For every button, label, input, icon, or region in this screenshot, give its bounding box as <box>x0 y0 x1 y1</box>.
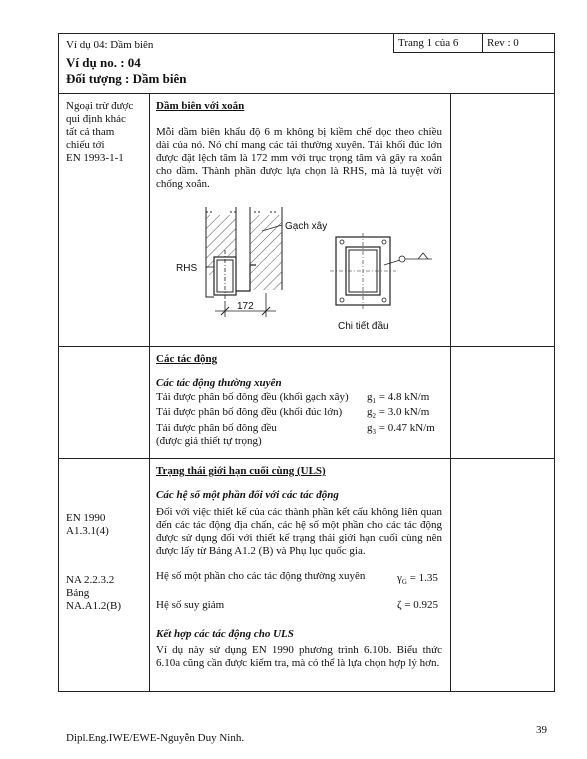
subheading-uls-combination: Kết hợp các tác động cho ULS <box>156 628 294 640</box>
load-2-value: = 3.0 kN/m <box>378 406 430 418</box>
ref-a1-3-1: A1.3.1(4) <box>66 525 109 537</box>
row-divider-2 <box>58 458 555 459</box>
label-end-detail: Chi tiết đầu <box>338 321 389 332</box>
rhs-beam-shape <box>206 250 256 303</box>
gamma-g-value: = 1.35 <box>409 572 438 584</box>
factor-permanent-symbol <box>397 572 438 589</box>
ref-line-1: Ngoại trừ được <box>66 100 134 112</box>
end-detail-shape <box>330 233 432 309</box>
ref-na-a1-2b: NA.A1.2(B) <box>66 600 121 612</box>
body-top-line <box>58 93 555 94</box>
load-3-note: (được giả thiết tự trọng) <box>156 435 262 447</box>
frame-right <box>554 33 555 692</box>
row-divider-1 <box>58 346 555 347</box>
load-2-sym: g <box>367 406 373 418</box>
section-heading-edge-beam: Dầm biên với xoắn <box>156 100 245 112</box>
load-2-desc: Tải được phân bố đông đều (khối đúc lớn) <box>156 406 343 418</box>
load-2-sub: 2 <box>372 412 376 421</box>
ref-line-4: chiếu tới <box>66 139 105 151</box>
ref-en1990: EN 1990 <box>66 512 106 524</box>
zeta-value: = 0.925 <box>404 599 439 611</box>
load-1-value: = 4.8 kN/m <box>378 391 430 403</box>
ref-line-5: EN 1993-1-1 <box>66 152 124 164</box>
load-1-sub: 1 <box>372 397 376 406</box>
frame-left <box>58 33 59 692</box>
label-dimension: 172 <box>237 301 254 312</box>
zeta-sym: ζ <box>397 599 402 611</box>
ref-line-2: qui định khác <box>66 113 126 125</box>
ref-na-2-2-3-2: NA 2.2.3.2 <box>66 574 115 586</box>
gamma-g-sym: γ <box>397 572 402 584</box>
col-divider-left <box>149 93 150 692</box>
load-3-symbol <box>367 422 435 439</box>
combination-paragraph: Ví dụ này sử dụng EN 1990 phương trình 6.10b. Biểu thức 6.10a cũng cần được kiểm tra, mà có thể là lựa chọn hợp lý hơn. <box>156 644 442 669</box>
header-divider-2 <box>482 33 483 53</box>
subject-title: Đối tượng : Dầm biên <box>66 71 187 86</box>
subheading-permanent-actions: Các tác động thường xuyên <box>156 377 282 389</box>
ref-table: Bảng <box>66 587 90 599</box>
col-divider-right <box>450 93 451 692</box>
intro-paragraph: Mỗi dầm biên khẩu độ 6 m không bị kiềm chế dọc theo chiều dài của nó. Nó chỉ mang các tải thường xuyên. Tải khối đúc lớn được đặt lệch tâm là 172 mm với trục trọng tâm và gây ra xoắn cho dầm. Thành phần được lựa chọn là RHS, mà là tuyệt vời chống xoắn. <box>156 126 442 190</box>
load-1-desc: Tải được phân bố đông đều (khối gạch xây) <box>156 391 349 403</box>
doc-title: Ví dụ 04: Dầm biên <box>66 39 154 51</box>
load-3-sub: 3 <box>372 428 376 437</box>
footer-page-number: 39 <box>536 724 547 736</box>
frame-top <box>58 33 555 34</box>
factor-permanent-label: Hệ số một phần cho các tác động thường xuyên <box>156 570 366 582</box>
example-number: Ví dụ no. : 04 <box>66 55 141 70</box>
section-heading-actions: Các tác động <box>156 353 218 365</box>
partial-factors-paragraph: Đối với việc thiết kế của các thành phần kết cấu không liên quan đến các tác động địa chấn, các hệ số một phần cho các tác động được sử dụng đối với thiết kế trạng thái giới hạn cuối cùng nên được lấy từ Bảng A1.2 (B) và Phụ lục quốc gia. <box>156 506 442 557</box>
load-2-symbol <box>367 406 429 423</box>
label-brick: Gạch xây <box>285 221 328 232</box>
subheading-partial-factors: Các hệ số một phần đối với các tác động <box>156 489 339 501</box>
gamma-g-sub: G <box>401 578 407 587</box>
section-heading-uls: Trạng thái giới hạn cuối cùng (ULS) <box>156 465 326 477</box>
page-indicator: Trang 1 của 6 <box>398 37 459 49</box>
frame-bottom <box>58 691 555 692</box>
label-rhs: RHS <box>176 263 198 274</box>
footer-author: Dipl.Eng.IWE/EWE-Nguyễn Duy Ninh. <box>66 732 245 744</box>
ref-line-3: tất cả tham <box>66 126 115 138</box>
factor-reduction-label: Hệ số suy giảm <box>156 599 225 611</box>
right-wall-shape <box>250 207 282 290</box>
factor-reduction-symbol <box>397 599 438 612</box>
header-underline <box>393 52 555 53</box>
rev-indicator: Rev : 0 <box>487 37 519 49</box>
load-3-value: = 0.47 kN/m <box>378 422 435 434</box>
load-1-sym: g <box>367 391 373 403</box>
header-divider-1 <box>393 33 394 53</box>
load-3-desc: Tải được phân bố đông đều <box>156 422 277 434</box>
load-3-sym: g <box>367 422 373 434</box>
